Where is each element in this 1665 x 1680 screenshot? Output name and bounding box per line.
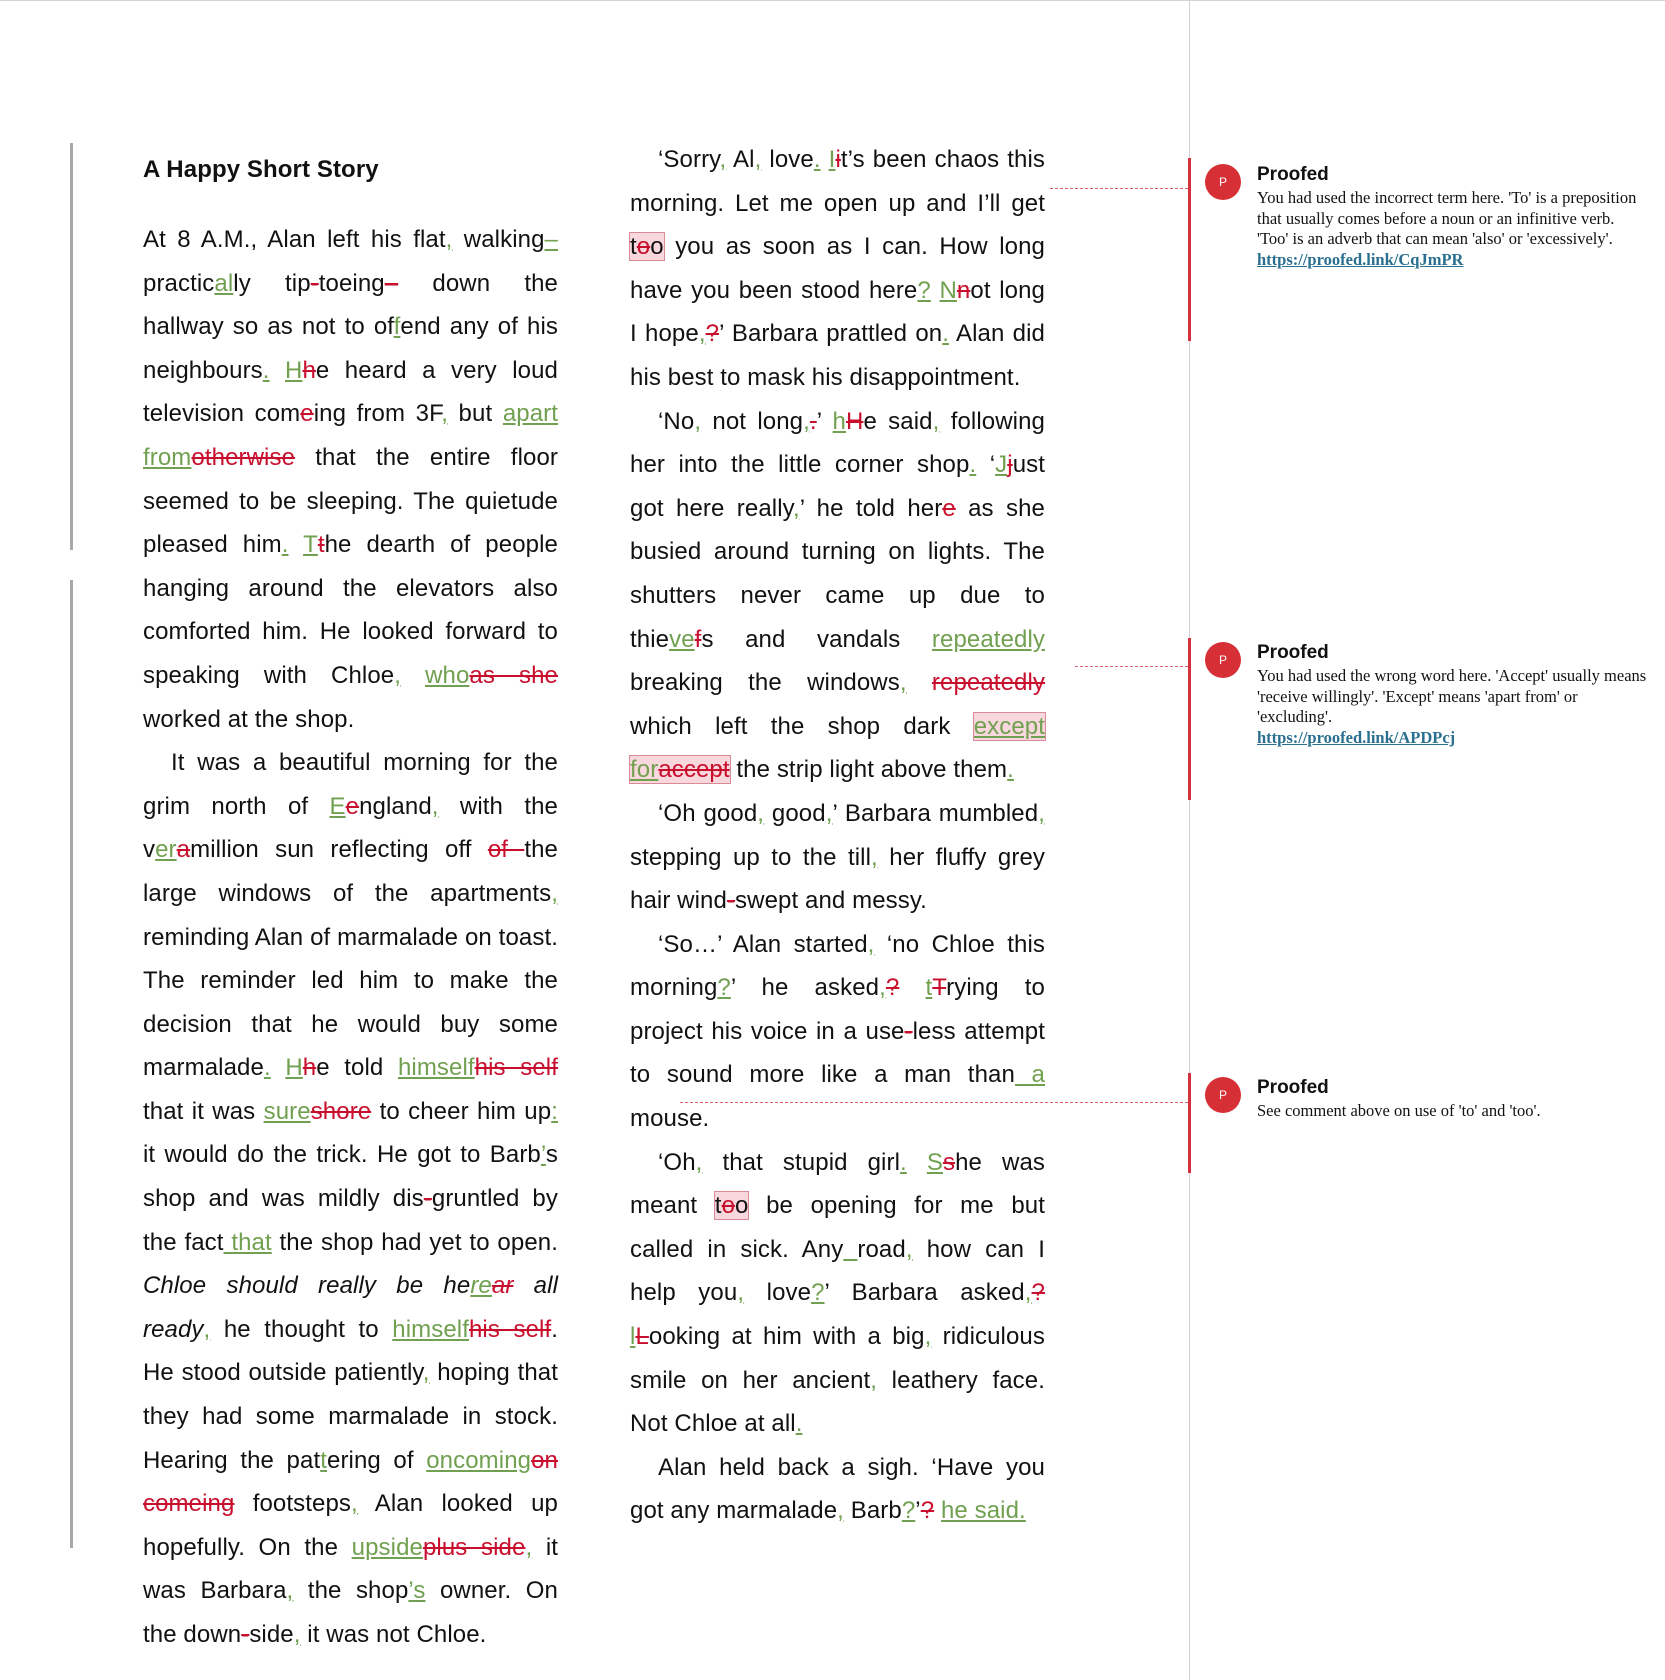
change-bar <box>70 143 73 550</box>
comment-bar <box>1188 1073 1191 1173</box>
comment-avatar: P <box>1205 642 1241 678</box>
change-bar <box>70 580 73 1548</box>
comment-connector <box>1075 666 1188 667</box>
comment-link[interactable]: https://proofed.link/APDPcj <box>1257 727 1456 747</box>
paragraph: ‘No, not long,.’ hHe said, following her into the little corner shop. ‘Jjust got here really,’ he told here as she busied around turning on lights. The shutters never came up due to thievefs and vandals repeatedly breaking the windows, repeatedly which left the shop dark except foraccept the strip light above them. <box>630 407 1046 784</box>
paragraph: ‘So…’ Alan started, ‘no Chloe this morning?’ he asked,? tTrying to project his voice in a use-less attempt to sound more like a man than a mouse. <box>630 930 1045 1133</box>
paragraph: ‘Sorry, Al, love. Iit’s been chaos this morning. Let me open up and I’ll get too you as soon as I can. How long have you been stood here? Nnot long I hope,?’ Barbara prattled on. Alan did his best to mask his disappointment. <box>630 146 1045 391</box>
comment-text: You had used the wrong word here. 'Accept' usually means 'receive willingly'. 'Except' means 'apart from' or 'excluding'. <box>1257 666 1647 726</box>
comment-link[interactable]: https://proofed.link/CqJmPR <box>1257 249 1464 269</box>
paragraph: ‘Oh, that stupid girl. Sshe was meant too be opening for me but called in sick. Any road, how can I help you, love?’ Barbara asked,? lLooking at him with a big, ridiculous smile on her ancient, leathery face. Not Chloe at all. <box>630 1148 1046 1438</box>
comment-author: Proofed <box>1257 1077 1329 1098</box>
comment-body <box>1257 188 1647 270</box>
comment-anchor[interactable]: too <box>714 1192 749 1220</box>
comment-bar <box>1188 638 1191 800</box>
text-column-right <box>630 138 1045 1533</box>
comment-card[interactable] <box>1205 1077 1645 1147</box>
comment-avatar: P <box>1205 1077 1241 1113</box>
paragraph: It was a beautiful morning for the grim north of Eengland, with the veramillion sun reflecting off of the large windows of the apartments, reminding Alan of marmalade on toast. The reminder led him to make the decision that he would buy some marmalade. Hhe told himselfhis self that it was sureshore to cheer him up: it would do the trick. He got to Barb’s shop and was mildly dis-gruntled by the fact that the shop had yet to open. Chloe should really be herear all ready, he thought to himselfhis self. He stood outside patiently, hoping that they had some marmalade in stock. Hearing the pattering of oncomingon comeing footsteps, Alan looked up hopefully. On the upsideplus side, it was Barbara, the shop’s owner. On the down-side, it was not Chloe. <box>143 749 559 1648</box>
paragraph: Alan held back a sigh. ‘Have you got any marmalade, Barb?’? he said. <box>630 1453 1045 1525</box>
comment-text: See comment above on use of 'to' and 'too'. <box>1257 1101 1541 1120</box>
comment-anchor[interactable]: except foraccept <box>630 712 1045 784</box>
comment-connector <box>680 1102 1188 1103</box>
comment-author: Proofed <box>1257 642 1329 663</box>
paragraph: At 8 A.M., Alan left his flat, walking– practically tip-toeing– down the hallway so as not to offend any of his neighbours. Hhe heard a very loud television comeing from 3F, but apart fromotherwise that the entire floor seemed to be sleeping. The quietude pleased him. Tthe dearth of people hanging around the elevators also comforted him. He looked forward to speaking with Chloe, whoas she worked at the shop. <box>143 226 559 733</box>
comment-card[interactable] <box>1205 642 1645 772</box>
comment-body <box>1257 1101 1647 1122</box>
comment-avatar: P <box>1205 164 1241 200</box>
text-column-left <box>143 146 558 1657</box>
comment-text: You had used the incorrect term here. 'To' is a preposition that usually comes before a noun or an infinitive verb. 'Too' is an adverb that can mean 'also' or 'excessively'. <box>1257 188 1637 248</box>
comment-body <box>1257 666 1647 748</box>
paragraph: ‘Oh good, good,’ Barbara mumbled, stepping up to the till, her fluffy grey hair wind-swept and messy. <box>630 799 1045 915</box>
page-top-border <box>0 0 1665 1</box>
comment-author: Proofed <box>1257 164 1329 185</box>
comment-bar <box>1188 158 1191 341</box>
comment-connector <box>1050 188 1188 189</box>
document-title: A Happy Short Story <box>143 156 379 183</box>
comment-card[interactable] <box>1205 164 1645 314</box>
comment-anchor[interactable]: too <box>630 233 664 261</box>
